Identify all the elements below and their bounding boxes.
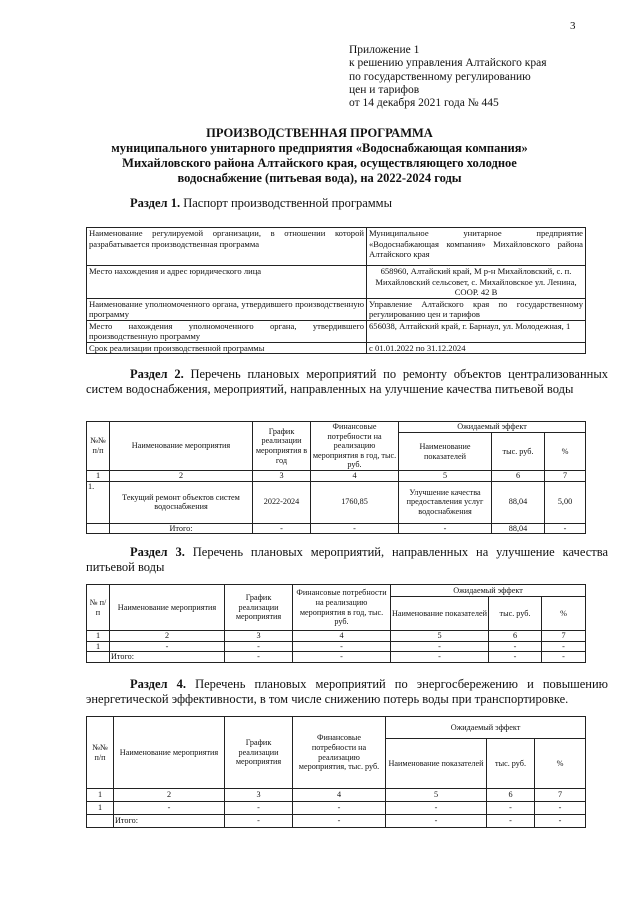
- table-cell: 88,04: [492, 523, 545, 534]
- table-row: [87, 802, 586, 815]
- table-cell: 1: [87, 471, 110, 482]
- table-cell: -: [293, 802, 386, 815]
- table-cell: Итого:: [110, 523, 253, 534]
- page-number: 3: [570, 20, 576, 32]
- passport-table: [86, 227, 586, 354]
- table-cell: -: [293, 815, 386, 828]
- col-thous-header: тыс. руб.: [492, 433, 545, 471]
- table-cell: -: [311, 523, 399, 534]
- table-cell: -: [545, 523, 586, 534]
- table-cell: -: [253, 523, 311, 534]
- table-cell: Муниципальное унитарное предприятие «Водоснабжающая компания» Михайловского района Алтайского края: [367, 228, 586, 266]
- col-finance-header: Финансовые потребности на реализацию мероприятия в год, тыс. руб.: [293, 585, 391, 631]
- table-row: [87, 641, 586, 652]
- table-cell: [87, 815, 114, 828]
- col-name-header: Наименование мероприятия: [110, 422, 253, 471]
- section3-heading: [86, 545, 608, 574]
- table-cell: 5: [391, 631, 489, 642]
- table-cell: 2: [114, 789, 225, 802]
- table-cell: 6: [487, 789, 535, 802]
- table-cell: 6: [492, 471, 545, 482]
- appendix-line: по государственному регулированию: [349, 70, 531, 83]
- col-effect-header: Ожидаемый эффект: [386, 717, 586, 739]
- col-thous-header: тыс. руб.: [489, 597, 542, 631]
- table-cell: 1: [87, 641, 110, 652]
- table-cell: 1.: [87, 481, 110, 523]
- title-line: водоснабжение (питьевая вода), на 2022-2024 годы: [177, 171, 462, 185]
- col-indicator-header: Наименование показателей: [386, 739, 487, 789]
- table-cell: 656038, Алтайский край, г. Барнаул, ул. Молодежная, 1: [367, 320, 586, 342]
- section4-heading: [86, 677, 608, 706]
- table-cell: 658960, Алтайский край, М р-н Михайловский, с. п. Михайловский сельсовет, с. Михайловское ул. Ленина, СООР. 42 В: [367, 266, 586, 299]
- table-cell: 1: [87, 631, 110, 642]
- table-cell: -: [535, 815, 586, 828]
- table-cell: 3: [225, 789, 293, 802]
- section3-label: Раздел 3.: [130, 545, 185, 559]
- col-finance-header: Финансовые потребности на реализацию мероприятия, тыс. руб.: [293, 717, 386, 789]
- table-cell: -: [225, 652, 293, 663]
- appendix-line: Приложение 1: [349, 44, 420, 56]
- title-line: ПРОИЗВОДСТВЕННАЯ ПРОГРАММА: [206, 126, 433, 140]
- table-total-row: [87, 652, 586, 663]
- section2-table: [86, 421, 586, 534]
- table-cell: -: [225, 815, 293, 828]
- table-cell: Улучшение качества предоставления услуг водоснабжения: [399, 481, 492, 523]
- col-schedule-header: График реализации мероприятия в год: [253, 422, 311, 471]
- appendix-line: цен и тарифов: [349, 83, 420, 96]
- table-cell: 3: [225, 631, 293, 642]
- col-num-header: №№ п/п: [87, 422, 110, 471]
- col-num-header: № п/п: [87, 585, 110, 631]
- table-cell: -: [110, 641, 225, 652]
- section4-label: Раздел 4.: [130, 677, 187, 691]
- table-cell: -: [542, 641, 586, 652]
- table-row: [87, 320, 586, 342]
- col-pct-header: %: [545, 433, 586, 471]
- section4-text: Перечень плановых мероприятий по энергосбережению и повышению энергетической эффективности, в том числе снижению потерь воды при транспортировке.: [86, 677, 608, 706]
- table-cell: -: [293, 652, 391, 663]
- section3-text: Перечень плановых мероприятий, направленных на улучшение качества питьевой воды: [86, 545, 608, 574]
- title-line: Михайловского района Алтайского края, осуществляющего холодное: [122, 156, 517, 170]
- table-cell: 1760,85: [311, 481, 399, 523]
- table-cell: Место нахождения уполномоченного органа, утвердившего производственную программу: [87, 320, 367, 342]
- appendix-line: от 14 декабря 2021 года № 445: [349, 97, 499, 110]
- col-schedule-header: График реализации мероприятия: [225, 717, 293, 789]
- table-cell: -: [293, 641, 391, 652]
- table-cell: 5: [386, 789, 487, 802]
- section2-heading: [86, 367, 608, 396]
- table-cell: [87, 523, 110, 534]
- section2-text: Перечень плановых мероприятий по ремонту объектов централизованных систем водоснабжения, мероприятий, направленных на улучшение качества питьевой воды: [86, 367, 608, 396]
- table-header-row: [87, 585, 586, 597]
- table-header-row: [87, 717, 586, 739]
- table-cell: 2022-2024: [253, 481, 311, 523]
- table-cell: Наименование уполномоченного органа, утвердившего производственную программу: [87, 298, 367, 320]
- table-row: [87, 298, 586, 320]
- table-row: [87, 228, 586, 266]
- col-effect-header: Ожидаемый эффект: [391, 585, 586, 597]
- appendix-block: [349, 44, 609, 110]
- table-header-row: [87, 422, 586, 433]
- col-thous-header: тыс. руб.: [487, 739, 535, 789]
- table-cell: 7: [535, 789, 586, 802]
- table-cell: -: [542, 652, 586, 663]
- table-cell: 2: [110, 471, 253, 482]
- col-indicator-header: Наименование показателей: [391, 597, 489, 631]
- table-row: [87, 481, 586, 523]
- table-cell: 1: [87, 789, 114, 802]
- table-cell: 6: [489, 631, 542, 642]
- table-cell: -: [386, 802, 487, 815]
- table-cell: -: [225, 802, 293, 815]
- table-cell: 1: [87, 802, 114, 815]
- table-row: [87, 266, 586, 299]
- table-cell: 2: [110, 631, 225, 642]
- table-cell: -: [391, 652, 489, 663]
- table-cell: -: [489, 652, 542, 663]
- table-cell: -: [487, 815, 535, 828]
- table-row: [87, 789, 586, 802]
- section2-label: Раздел 2.: [130, 367, 184, 381]
- section1-text: Паспорт производственной программы: [180, 196, 392, 210]
- table-cell: -: [391, 641, 489, 652]
- document-title: [40, 126, 599, 186]
- table-cell: 3: [253, 471, 311, 482]
- table-cell: -: [386, 815, 487, 828]
- table-cell: -: [114, 802, 225, 815]
- col-name-header: Наименование мероприятия: [110, 585, 225, 631]
- table-cell: с 01.01.2022 по 31.12.2024: [367, 342, 586, 354]
- section1-label: Раздел 1.: [130, 196, 181, 210]
- table-row: [87, 471, 586, 482]
- table-cell: 7: [542, 631, 586, 642]
- col-indicator-header: Наименование показателей: [399, 433, 492, 471]
- table-cell: -: [225, 641, 293, 652]
- table-total-row: [87, 523, 586, 534]
- table-cell: 88,04: [492, 481, 545, 523]
- table-cell: Текущий ремонт объектов систем водоснабжения: [110, 481, 253, 523]
- table-cell: 7: [545, 471, 586, 482]
- table-total-row: [87, 815, 586, 828]
- table-cell: [87, 652, 110, 663]
- col-name-header: Наименование мероприятия: [114, 717, 225, 789]
- table-row: [87, 631, 586, 642]
- col-effect-header: Ожидаемый эффект: [399, 422, 586, 433]
- table-cell: -: [487, 802, 535, 815]
- table-cell: -: [399, 523, 492, 534]
- table-cell: Наименование регулируемой организации, в отношении которой разрабатывается производственная программа: [87, 228, 367, 266]
- col-num-header: №№ п/п: [87, 717, 114, 789]
- section3-table: [86, 584, 586, 663]
- table-cell: 4: [311, 471, 399, 482]
- table-cell: Управление Алтайского края по государственному регулированию цен и тарифов: [367, 298, 586, 320]
- title-line: муниципального унитарного предприятия «Водоснабжающая компания»: [111, 141, 528, 155]
- table-cell: Место нахождения и адрес юридического лица: [87, 266, 367, 299]
- appendix-line: к решению управления Алтайского края: [349, 57, 547, 70]
- table-row: [87, 342, 586, 354]
- table-cell: 4: [293, 789, 386, 802]
- col-schedule-header: График реализации мероприятия: [225, 585, 293, 631]
- table-cell: Итого:: [110, 652, 225, 663]
- table-cell: 5: [399, 471, 492, 482]
- table-cell: -: [489, 641, 542, 652]
- col-pct-header: %: [535, 739, 586, 789]
- table-cell: Срок реализации производственной программы: [87, 342, 367, 354]
- col-pct-header: %: [542, 597, 586, 631]
- table-cell: 4: [293, 631, 391, 642]
- section1-heading: [130, 196, 392, 211]
- table-cell: -: [535, 802, 586, 815]
- col-finance-header: Финансовые потребности на реализацию мероприятия в год, тыс. руб.: [311, 422, 399, 471]
- table-cell: Итого:: [114, 815, 225, 828]
- section4-table: [86, 716, 586, 828]
- table-cell: 5,00: [545, 481, 586, 523]
